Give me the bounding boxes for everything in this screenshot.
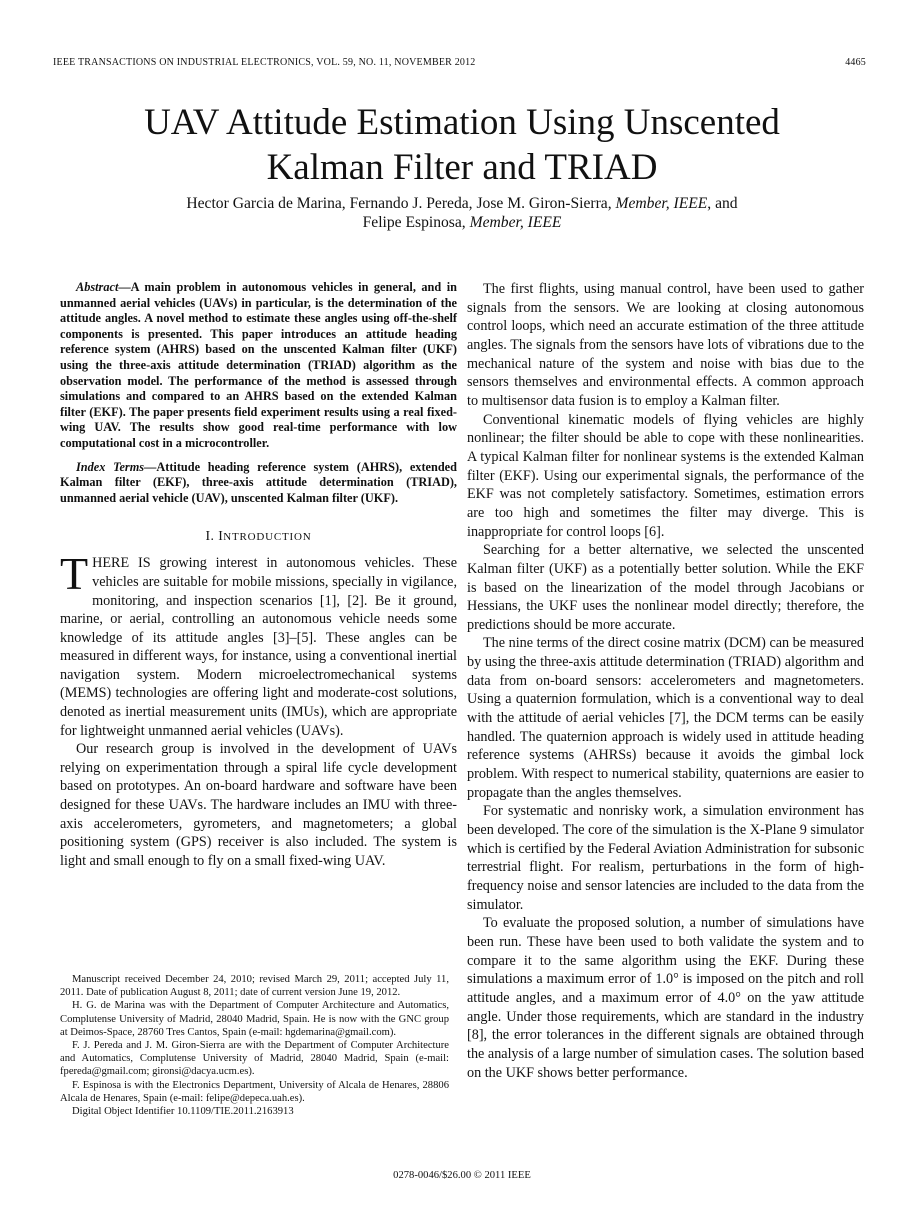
author-membership-1: Member, IEEE [615, 195, 708, 212]
author-list [80, 194, 844, 232]
footnote-author-2: F. J. Pereda and J. M. Giron-Sierra are with the Department of Computer Architecture and Automatics, Complutense University of Madrid, 28040 Madrid, Spain (e-mail: fpereda@gmail.com; gironsi@dacya.ucm.es). [60, 1040, 449, 1078]
page-number: 4465 [845, 57, 866, 68]
right-paragraph-4: The nine terms of the direct cosine matrix (DCM) can be measured by using the three-axis attitude determination (TRIAD) algorithm and data from on-board sensors: accelerometers and magnetometers. Using a quaternion formulation, which is a conventional way to deal with the attitude of aerial vehicles [7], the DCM terms can be easily handled. The quaternion approach is widely used in attitude heading reference systems (AHRSs) because it avoids the gimbal lock problem. With respect to numerical stability, quaternions are easier to propagate than the angles themselves. [467, 635, 864, 801]
running-header [53, 57, 866, 71]
right-paragraph-1: The first flights, using manual control, have been used to gather signals from the sensors. We are looking at closing autonomous control loops, which need an accurate estimation of the three attitude angles. The signals from the sensors have lots of vibrations due to the mechanical nature of the system and noise with bias due to the sensors themselves and environmental effects. A common approach to multisensor data fusion is to employ a Kalman filter. [467, 281, 864, 409]
section-heading-introduction [60, 528, 457, 544]
author-line-2 [80, 213, 844, 232]
right-paragraph-5: For systematic and nonrisky work, a simulation environment has been developed. The core of the simulation is the X-Plane 9 simulator which is certified by the Federal Aviation Administration for subsonic terrestrial flight. For realism, perturbations in the form of high-frequency noise and sensor latencies are included to the data from the simulator. [467, 803, 864, 913]
journal-name: IEEE TRANSACTIONS ON INDUSTRIAL ELECTRONICS, VOL. 59, NO. 11, NOVEMBER 2012 [53, 57, 476, 68]
abstract-label: Abstract [76, 280, 119, 294]
paper-title [80, 100, 844, 190]
drop-cap: T [60, 548, 89, 600]
footnote-manuscript: Manuscript received December 24, 2010; revised March 29, 2011; accepted July 11, 2011. Date of publication August 8, 2011; date of current version June 19, 2012. [60, 974, 449, 999]
author-conjunction: , and [707, 195, 738, 212]
author-names-1: Hector Garcia de Marina, Fernando J. Pereda, Jose M. Giron-Sierra, [186, 195, 616, 212]
section-numeral: I. I [205, 528, 224, 544]
abstract [60, 280, 457, 452]
index-terms-text: —Attitude heading reference system (AHRS), extended Kalman filter (EKF), three-axis attitude determination (TRIAD), unmanned aerial vehicle (UAV), unscented Kalman filter (UKF). [60, 459, 457, 505]
intro-paragraph-1 [60, 548, 457, 740]
right-paragraph-6: To evaluate the proposed solution, a number of simulations have been run. These have been used to both validate the system and to compare it to the same algorithm using the EKF. During these simulations a maximum error of 1.0° is imposed on the pitch and roll attitude angles, and a maximum error of 4.0° on the yaw attitude angle. Under those requirements, which are standard in the industry [8], the error tolerances in the different signals are obtained through the analysis of a large number of simulation cases. The solution based on the UKF shows better performance. [467, 915, 864, 1081]
right-column [467, 280, 864, 1082]
section-title: NTRODUCTION [223, 531, 312, 544]
title-line-2: Kalman Filter and TRIAD [266, 147, 658, 188]
footnote-author-3: F. Espinosa is with the Electronics Department, University of Alcala de Henares, 28806 Alcala de Henares, Spain (e-mail: felipe@depeca.uah.es). [60, 1079, 449, 1104]
right-paragraph-2: Conventional kinematic models of flying vehicles are highly nonlinear; the filter should be able to cope with these nonlinearities. A typical Kalman filter for nonlinear systems is the extended Kalman filter (EKF). Using our experimental signals, the performance of the EKF was not completely satisfactory. Sometimes, estimation errors are too high and sometimes the filter may diverge. This is inappropriate for control loops [6]. [467, 411, 864, 540]
intro-paragraph-1-text: HERE IS growing interest in autonomous vehicles. These vehicles are suitable for mobile missions, specially in vigilance, monitoring, and inspection scenarios [1], [2]. Be it ground, marine, or aerial, controlling an autonomous vehicle needs some knowledge of its attitude angles [3]–[5]. These angles can be measured in different ways, for instance, using a conventional inertial navigation system. Modern microelectromechanical systems (MEMS) technologies are offering light and moderate-cost solutions, denoted as inertial measurement units (IMUs), which are appropriate for lightweight unmanned aerial vehicles (UAVs). [60, 555, 457, 739]
footnote-doi: Digital Object Identifier 10.1109/TIE.2011.2163913 [72, 1106, 294, 1118]
author-line-1 [80, 194, 844, 213]
author-membership-2: Member, IEEE [469, 214, 562, 231]
index-terms [60, 460, 457, 507]
footnotes [60, 973, 449, 1118]
footnote-author-1: H. G. de Marina was with the Department of Computer Architecture and Automatics, Complutense University of Madrid, 28040 Madrid, Spain. He is now with the GNC group at Deimos-Space, 28760 Tres Cantos, Spain (e-mail: hgdemarina@gmail.com). [60, 1000, 449, 1038]
title-line-1: UAV Attitude Estimation Using Unscented [144, 102, 780, 143]
index-terms-label: Index Terms [76, 459, 145, 474]
intro-paragraph-2: Our research group is involved in the development of UAVs relying on experimentation through a spiral life cycle development based on prototypes. An on-board hardware and software have been designed for these UAVs. The hardware includes an IMU with three-axis accelerometers, gyrometers, and magnetometers; a global positioning system (GPS) receiver is also included. The system is light and small enough to fly on a small fixed-wing UAV. [60, 741, 457, 869]
right-paragraph-3: Searching for a better alternative, we selected the unscented Kalman filter (UKF) as a potentially better solution. While the EKF is based on the linearization of the model through Jacobians or Hessians, the UKF uses the nonlinear model directly; therefore, the predictions should be more accurate. [467, 542, 864, 633]
copyright-notice: 0278-0046/$26.00 © 2011 IEEE [393, 1170, 531, 1181]
abstract-text: —A main problem in autonomous vehicles in general, and in unmanned aerial vehicles (UAVs) in particular, is the determination of the attitude angles. A novel method to estimate these angles using off-the-shelf components is presented. This paper introduces an attitude heading reference system (AHRS) based on the unscented Kalman filter (UKF) using the three-axis attitude determination (TRIAD) algorithm as the observation model. The performance of the method is assessed through simulations and compared to an AHRS based on the extended Kalman filter (EKF). The paper presents field experiment results using a real fixed-wing UAV. The results show good real-time performance with low computational cost in a microcontroller. [60, 280, 457, 450]
left-column [60, 280, 457, 870]
author-names-2: Felipe Espinosa, [362, 214, 470, 231]
